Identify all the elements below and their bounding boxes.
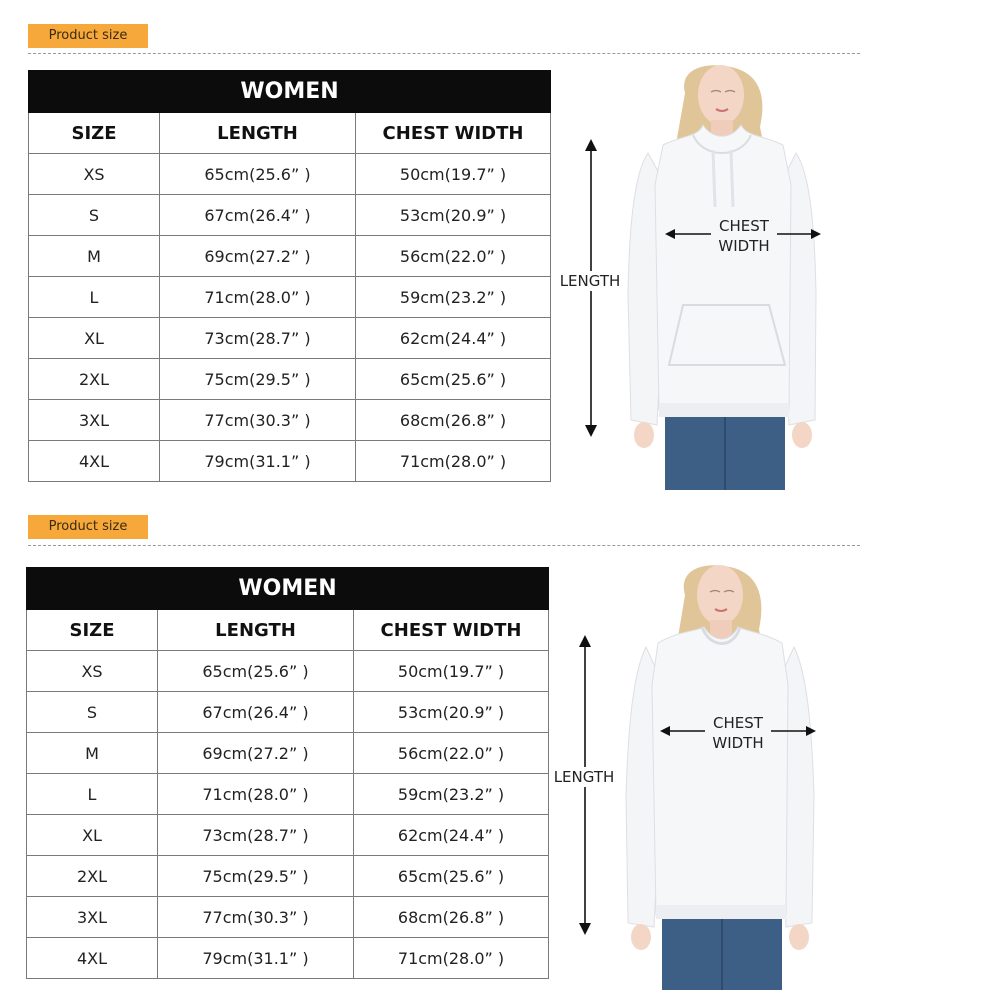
length-cell: 71cm(28.0” ): [160, 277, 356, 318]
chest-cell: 62cm(24.4” ): [354, 815, 549, 856]
chest-cell: 62cm(24.4” ): [356, 318, 551, 359]
column-header-length: LENGTH: [158, 610, 354, 651]
size-cell: XL: [29, 318, 160, 359]
table-title: WOMEN: [27, 568, 549, 610]
chest-cell: 68cm(26.8” ): [354, 897, 549, 938]
chest-label-line1: CHEST: [713, 714, 763, 732]
length-cell: 73cm(28.7” ): [160, 318, 356, 359]
table-row: [27, 938, 549, 979]
chest-label-line1: CHEST: [719, 217, 769, 235]
size-cell: 3XL: [29, 400, 160, 441]
chest-cell: 71cm(28.0” ): [354, 938, 549, 979]
table-row: [29, 236, 551, 277]
size-cell: 4XL: [27, 938, 158, 979]
chest-cell: 50cm(19.7” ): [356, 154, 551, 195]
size-cell: 3XL: [27, 897, 158, 938]
size-section-sweatshirt: [0, 493, 1000, 990]
chest-cell: 53cm(20.9” ): [354, 692, 549, 733]
length-cell: 73cm(28.7” ): [158, 815, 354, 856]
size-cell: S: [27, 692, 158, 733]
size-cell: XS: [27, 651, 158, 692]
model-face: [698, 65, 744, 125]
product-size-badge: Product size: [28, 24, 148, 48]
chest-cell: 65cm(25.6” ): [356, 359, 551, 400]
sweatshirt-model-figure: [550, 565, 860, 990]
size-cell: 4XL: [29, 441, 160, 482]
hoodie-body: [655, 125, 791, 410]
length-label: LENGTH: [559, 272, 621, 290]
length-cell: 79cm(31.1” ): [158, 938, 354, 979]
size-cell: L: [29, 277, 160, 318]
length-cell: 69cm(27.2” ): [160, 236, 356, 277]
table-row: [29, 400, 551, 441]
table-row: [29, 277, 551, 318]
length-cell: 67cm(26.4” ): [160, 195, 356, 236]
table-row: [27, 856, 549, 897]
size-cell: S: [29, 195, 160, 236]
column-header-chest-width: CHEST WIDTH: [356, 113, 551, 154]
chest-label-line2: WIDTH: [718, 237, 770, 255]
table-row: [29, 195, 551, 236]
length-cell: 71cm(28.0” ): [158, 774, 354, 815]
table-row: [27, 733, 549, 774]
size-chart-table: [28, 70, 551, 482]
table-row: [29, 359, 551, 400]
column-header-chest-width: CHEST WIDTH: [354, 610, 549, 651]
length-cell: 65cm(25.6” ): [160, 154, 356, 195]
sweatshirt-body: [652, 627, 788, 915]
column-header-length: LENGTH: [160, 113, 356, 154]
table-title: WOMEN: [29, 71, 551, 113]
chest-cell: 50cm(19.7” ): [354, 651, 549, 692]
chest-cell: 53cm(20.9” ): [356, 195, 551, 236]
length-label: LENGTH: [553, 768, 615, 786]
size-cell: XS: [29, 154, 160, 195]
size-chart-table: [26, 567, 549, 979]
column-header-size: SIZE: [27, 610, 158, 651]
chest-cell: 59cm(23.2” ): [354, 774, 549, 815]
table-row: [29, 318, 551, 359]
size-cell: 2XL: [29, 359, 160, 400]
model-face: [697, 565, 743, 625]
chest-cell: 56cm(22.0” ): [354, 733, 549, 774]
length-cell: 75cm(29.5” ): [160, 359, 356, 400]
table-row: [29, 441, 551, 482]
sweatshirt-illustration: [550, 565, 860, 990]
hoodie-illustration: [553, 65, 863, 490]
chest-cell: 59cm(23.2” ): [356, 277, 551, 318]
size-cell: L: [27, 774, 158, 815]
chest-cell: 68cm(26.8” ): [356, 400, 551, 441]
chest-cell: 71cm(28.0” ): [356, 441, 551, 482]
length-cell: 67cm(26.4” ): [158, 692, 354, 733]
size-cell: 2XL: [27, 856, 158, 897]
chest-label-line2: WIDTH: [712, 734, 764, 752]
table-row: [27, 897, 549, 938]
dashed-divider: [28, 545, 860, 546]
table-row: [27, 651, 549, 692]
size-cell: M: [29, 236, 160, 277]
length-cell: 79cm(31.1” ): [160, 441, 356, 482]
length-cell: 77cm(30.3” ): [160, 400, 356, 441]
table-row: [29, 154, 551, 195]
table-row: [27, 774, 549, 815]
size-section-hoodie: [0, 0, 1000, 497]
length-cell: 77cm(30.3” ): [158, 897, 354, 938]
length-cell: 65cm(25.6” ): [158, 651, 354, 692]
length-cell: 69cm(27.2” ): [158, 733, 354, 774]
chest-cell: 56cm(22.0” ): [356, 236, 551, 277]
table-row: [27, 815, 549, 856]
chest-cell: 65cm(25.6” ): [354, 856, 549, 897]
length-cell: 75cm(29.5” ): [158, 856, 354, 897]
table-row: [27, 692, 549, 733]
product-size-badge: Product size: [28, 515, 148, 539]
column-header-size: SIZE: [29, 113, 160, 154]
size-cell: XL: [27, 815, 158, 856]
hoodie-model-figure: [553, 65, 863, 490]
dashed-divider: [28, 53, 860, 54]
size-cell: M: [27, 733, 158, 774]
